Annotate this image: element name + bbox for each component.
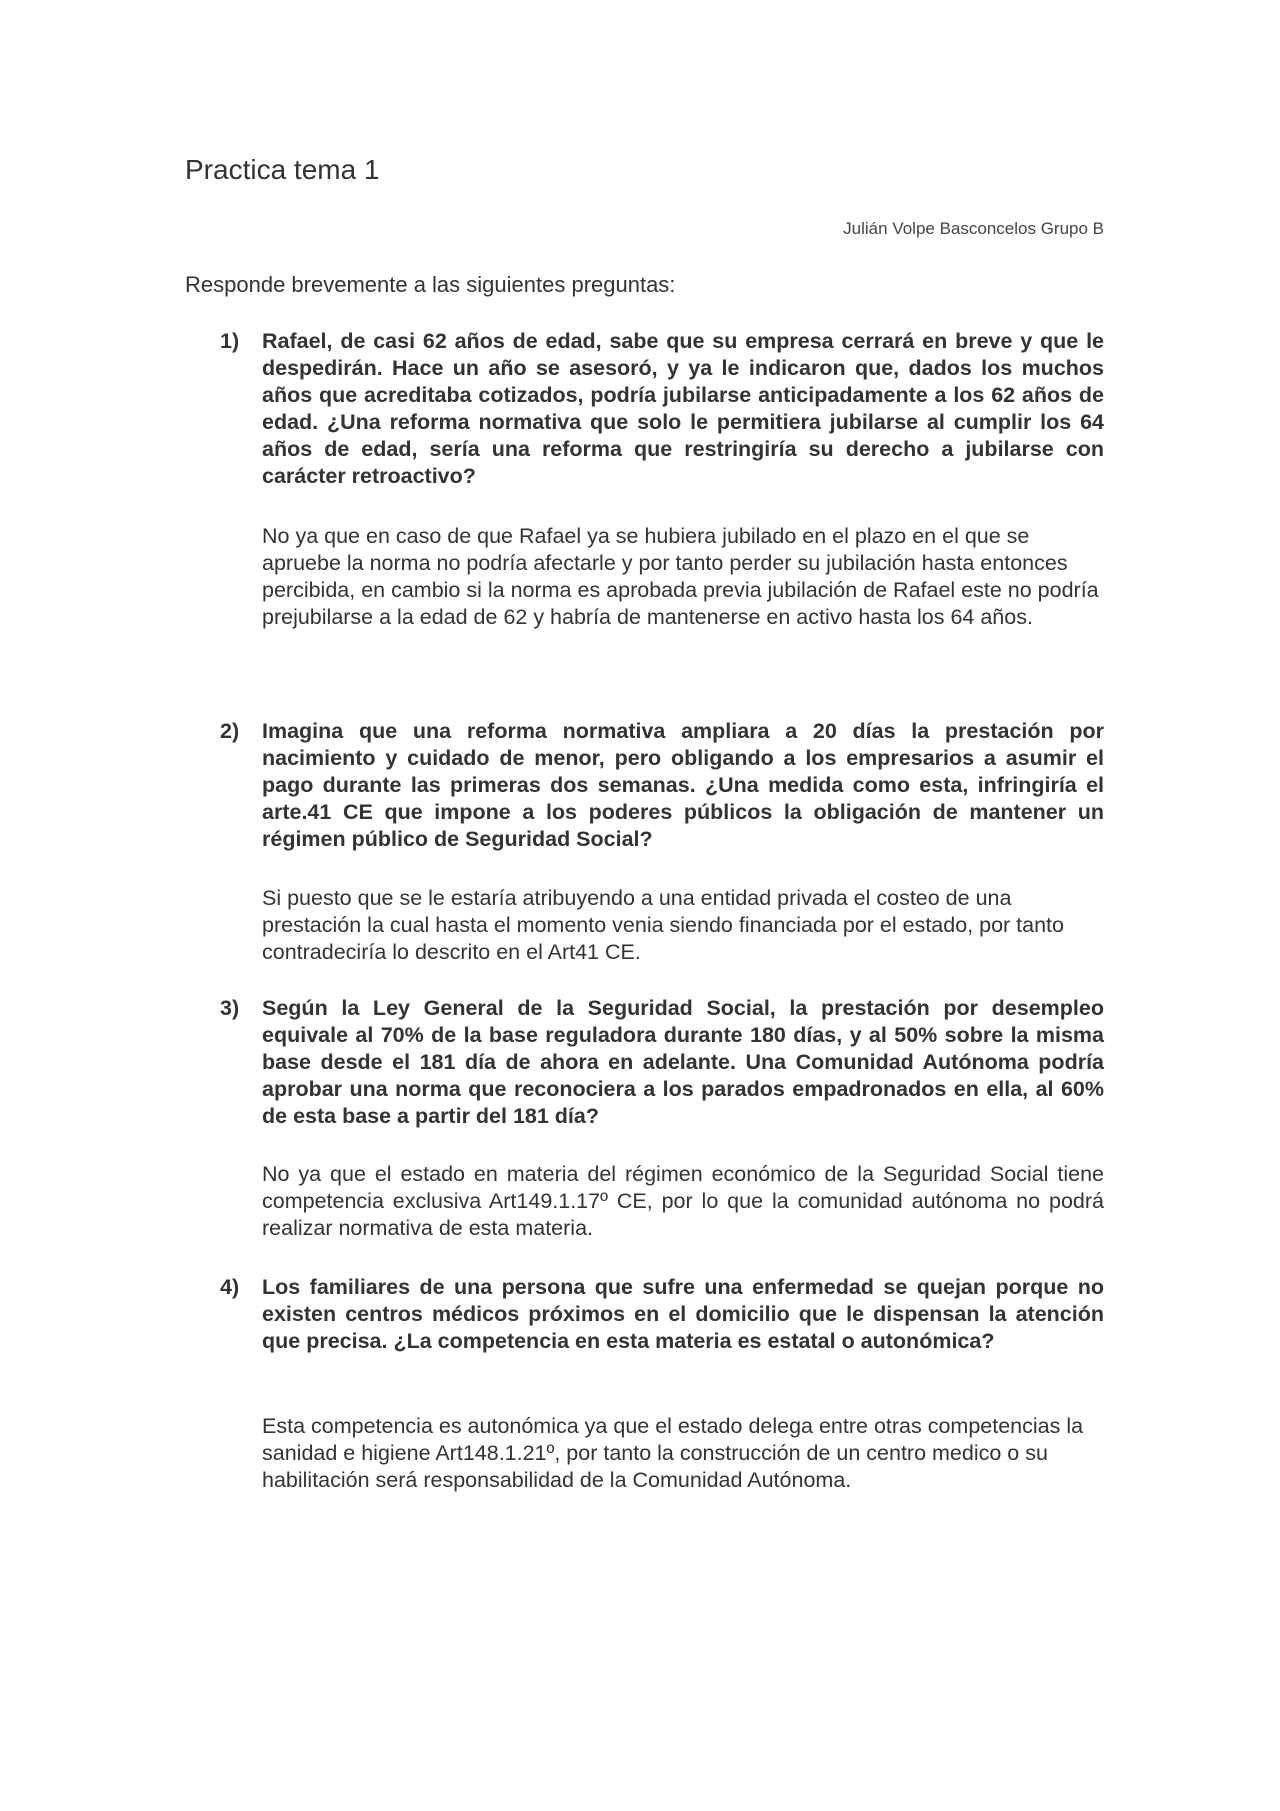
question-number: 3) bbox=[220, 996, 240, 1020]
intro-text: Responde brevemente a las siguientes preguntas: bbox=[185, 272, 676, 297]
question-1 bbox=[220, 328, 1104, 490]
answer-2: Si puesto que se le estaría atribuyendo a una entidad privada el costeo de una prestación la cual hasta el momento venia siendo financiada por el estado, por tanto contradeciría lo descrito en el Art41 CE. bbox=[262, 886, 1064, 964]
question-number: 4) bbox=[220, 1275, 240, 1299]
question-number: 2) bbox=[220, 719, 240, 743]
question-3 bbox=[220, 995, 1104, 1130]
question-text: Imagina que una reforma normativa ampliara a 20 días la prestación por nacimiento y cuidado de menor, pero obligando a los empresarios a asumir el pago durante las primeras dos semanas. ¿Una medida como esta, infringiría el arte.41 CE que impone a los poderes públicos la obligación de mantener un régimen público de Seguridad Social? bbox=[262, 719, 1104, 851]
document-title: Practica tema 1 bbox=[185, 154, 380, 185]
question-number: 1) bbox=[220, 329, 240, 353]
question-text: Según la Ley General de la Seguridad Social, la prestación por desempleo equivale al 70% de la base reguladora durante 180 días, y al 50% sobre la misma base desde el 181 día de ahora en adelante. Una Comunidad Autónoma podría aprobar una norma que reconociera a los parados empadronados en ella, al 60% de esta base a partir del 181 día? bbox=[262, 996, 1104, 1128]
answer-4: Esta competencia es autonómica ya que el estado delega entre otras competencias la sanidad e higiene Art148.1.21º, por tanto la construcción de un centro medico o su habilitación será responsabilidad de la Comunidad Autónoma. bbox=[262, 1414, 1084, 1492]
answer-3: No ya que el estado en materia del régimen económico de la Seguridad Social tiene competencia exclusiva Art149.1.17º CE, por lo que la comunidad autónoma no podrá realizar normativa de esta materia. bbox=[262, 1162, 1104, 1240]
question-2 bbox=[220, 718, 1104, 853]
question-text: Rafael, de casi 62 años de edad, sabe que su empresa cerrará en breve y que le despedirán. Hace un año se asesoró, y ya le indicaron que, dados los muchos años que acreditaba cotizados, podría jubilarse anticipadamente a los 62 años de edad. ¿Una reforma normativa que solo le permitiera jubilarse al cumplir los 64 años de edad, sería una reforma que restringiría su derecho a jubilarse con carácter retroactivo? bbox=[262, 329, 1104, 488]
question-4 bbox=[220, 1274, 1104, 1355]
answer-1: No ya que en caso de que Rafael ya se hubiera jubilado en el plazo en el que se apruebe la norma no podría afectarle y por tanto perder su jubilación hasta entonces percibida, en cambio si la norma es aprobada previa jubilación de Rafael este no podría prejubilarse a la edad de 62 y habría de mantenerse en activo hasta los 64 años. bbox=[262, 524, 1099, 629]
question-text: Los familiares de una persona que sufre una enfermedad se quejan porque no existen centros médicos próximos en el domicilio que le dispensan la atención que precisa. ¿La competencia en esta materia es estatal o autonómica? bbox=[262, 1275, 1104, 1353]
author-line: Julián Volpe Basconcelos Grupo B bbox=[843, 219, 1104, 238]
